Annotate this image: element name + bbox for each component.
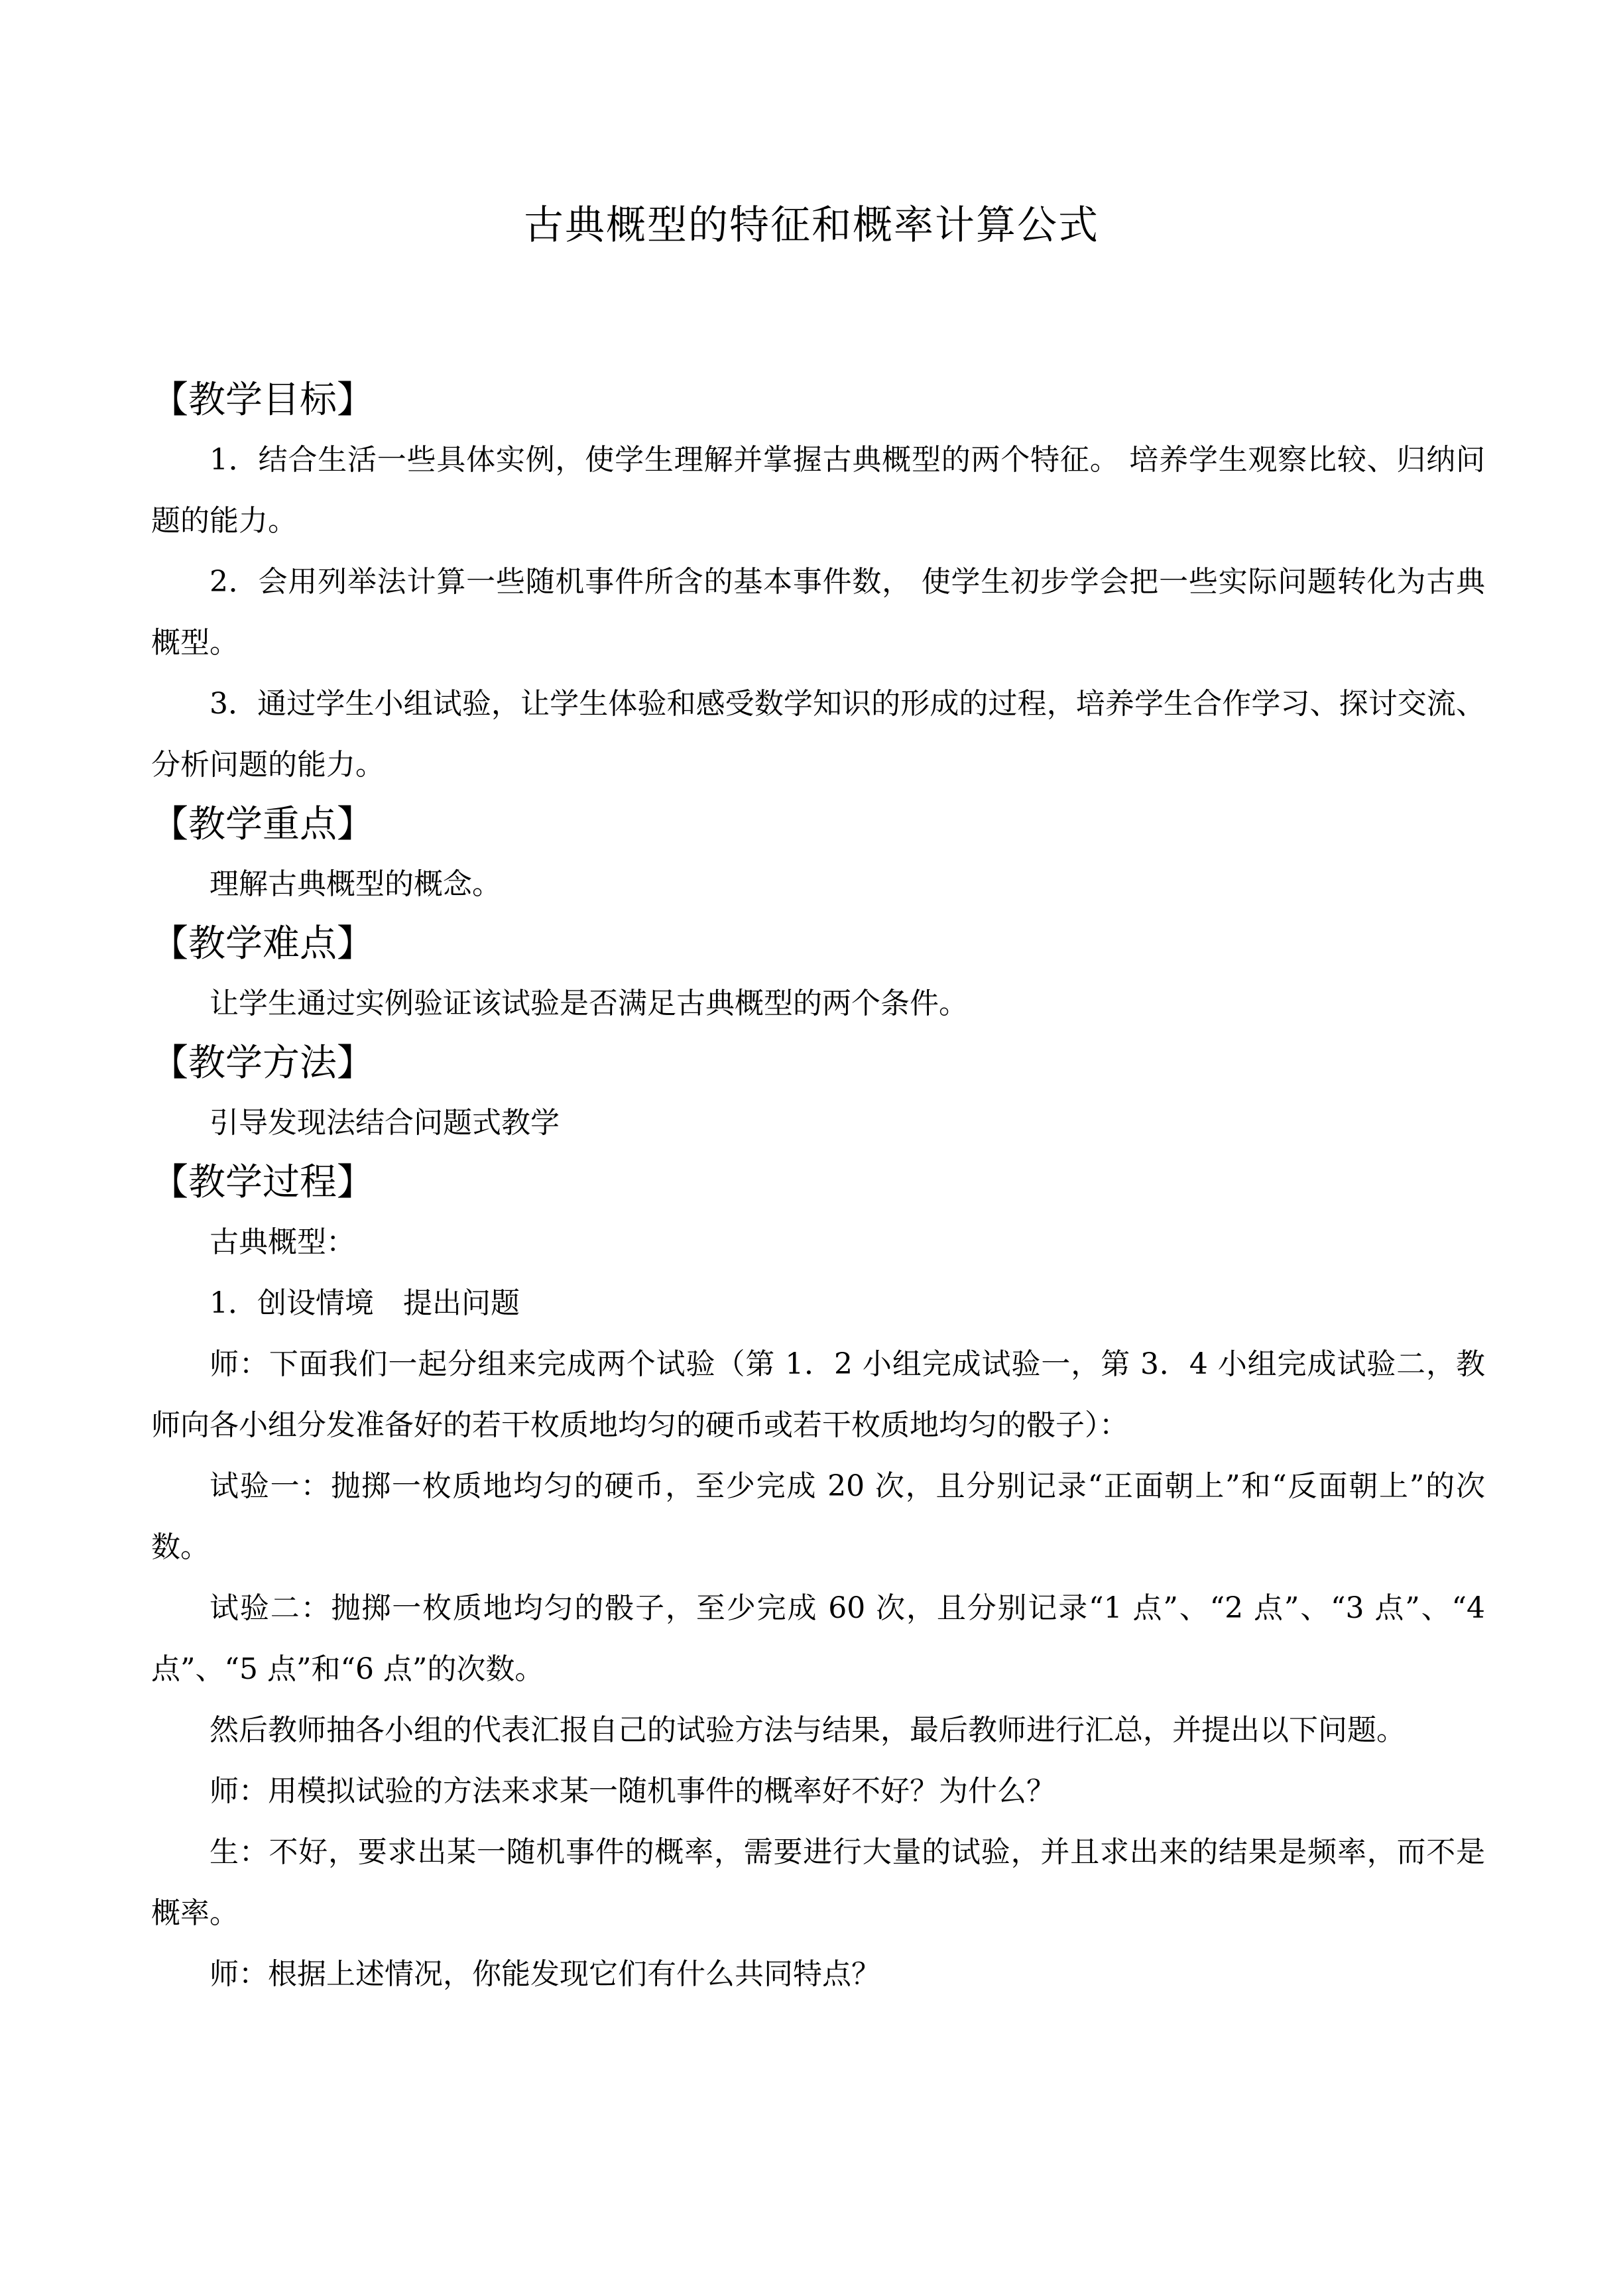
process-paragraph: 师：根据上述情况，你能发现它们有什么共同特点？ — [210, 1957, 880, 1991]
section-heading-process: 【教学过程】 — [151, 1161, 374, 1204]
document-body — [151, 371, 1485, 2005]
process-paragraph: 师：下面我们一起分组来完成两个试验（第 1．2 小组完成试验一，第 3．4 小组完成试验二，教师向各小组分发准备好的若干枚质地均匀的硬币或若干枚质地均匀的骰子）： — [151, 1347, 1485, 1442]
method-text: 引导发现法结合问题式教学 — [210, 1106, 560, 1140]
process-paragraph: 师：用模拟试验的方法来求某一随机事件的概率好不好？为什么？ — [210, 1774, 1055, 1808]
process-paragraph: 试验一：抛掷一枚质地均匀的硬币，至少完成 20 次，且分别记录“正面朝上”和“反面朝上”的次数。 — [151, 1469, 1485, 1564]
goal-item-1: 1．结合生活一些具体实例，使学生理解并掌握古典概型的两个特征。 培养学生观察比较、归纳问题的能力。 — [151, 443, 1485, 538]
difficulty-text: 让学生通过实例验证该试验是否满足古典概型的两个条件。 — [210, 987, 968, 1020]
document-title: 古典概型的特征和概率计算公式 — [524, 202, 1099, 249]
goal-item-2: 2．会用列举法计算一些随机事件所含的基本事件数， 使学生初步学会把一些实际问题转化为古典概型。 — [151, 565, 1485, 660]
process-paragraph: 古典概型： — [210, 1225, 355, 1259]
section-heading-difficulty: 【教学难点】 — [151, 922, 374, 965]
process-paragraph: 1．创设情境 提出问题 — [210, 1286, 520, 1320]
key-point-text: 理解古典概型的概念。 — [210, 867, 501, 901]
process-paragraph: 试验二：抛掷一枚质地均匀的骰子，至少完成 60 次，且分别记录“1 点”、“2 点”、“3 点”、“4 点”、“5 点”和“6 点”的次数。 — [151, 1591, 1485, 1686]
goal-item-3: 3．通过学生小组试验，让学生体验和感受数学知识的形成的过程，培养学生合作学习、探讨交流、分析问题的能力。 — [151, 687, 1485, 782]
section-heading-goals: 【教学目标】 — [151, 379, 374, 422]
section-heading-key-point: 【教学重点】 — [151, 803, 374, 846]
process-paragraph: 然后教师抽各小组的代表汇报自己的试验方法与结果，最后教师进行汇总，并提出以下问题。 — [210, 1713, 1406, 1747]
process-paragraph: 生：不好，要求出某一随机事件的概率，需要进行大量的试验，并且求出来的结果是频率，而不是概率。 — [151, 1835, 1485, 1930]
section-heading-method: 【教学方法】 — [151, 1042, 374, 1085]
